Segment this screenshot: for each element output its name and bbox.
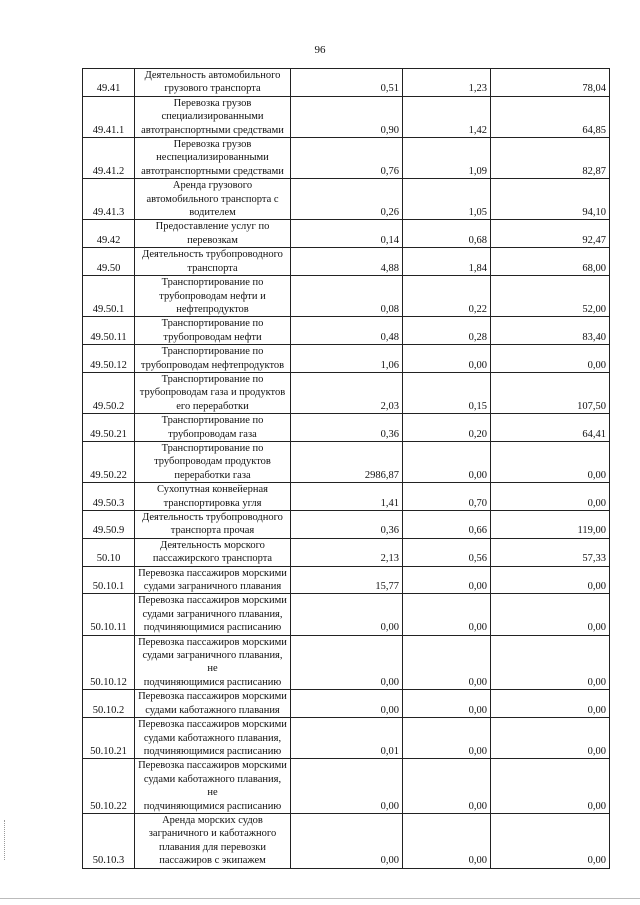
value-cell-3: 64,41 <box>491 414 610 442</box>
value-cell-2: 0,00 <box>403 635 491 690</box>
table-row <box>83 345 610 373</box>
description-line: Перевозка грузов <box>173 139 252 151</box>
activity-description <box>135 220 291 248</box>
activity-description <box>135 566 291 594</box>
value-cell-1: 0,76 <box>291 138 403 179</box>
description-line: нефтепродуктов <box>176 303 249 315</box>
description-line: Перевозка пассажиров морскими <box>138 595 287 607</box>
activity-code: 49.50 <box>83 248 135 276</box>
table-row <box>83 635 610 690</box>
description-line: неспециализированными <box>156 152 269 164</box>
value-cell-2: 0,00 <box>403 345 491 373</box>
value-cell-3: 52,00 <box>491 276 610 317</box>
value-cell-1: 0,36 <box>291 414 403 442</box>
table-row <box>83 441 610 482</box>
description-line: пассажирского транспорта <box>152 553 273 565</box>
activity-code: 49.41.3 <box>83 179 135 220</box>
table-row <box>83 69 610 97</box>
description-line: Перевозка грузов <box>173 97 252 109</box>
description-line: Транспортирование по <box>161 415 264 427</box>
description-line: Перевозка пассажиров морскими <box>138 567 287 579</box>
description-line: Деятельность трубопроводного <box>142 512 283 523</box>
activity-description <box>135 690 291 718</box>
activity-description <box>135 511 291 539</box>
table-row <box>83 813 610 868</box>
value-cell-2: 1,05 <box>403 179 491 220</box>
activity-description <box>135 813 291 868</box>
activity-description <box>135 759 291 814</box>
table-row <box>83 759 610 814</box>
description-line: судами заграничного плавания, <box>142 608 283 620</box>
activity-description <box>135 372 291 413</box>
value-cell-2: 0,22 <box>403 276 491 317</box>
description-line: Перевозка пассажиров морскими <box>138 691 287 703</box>
activity-description <box>135 594 291 635</box>
description-line: Сухопутная конвейерная <box>157 484 268 496</box>
description-line: Перевозка пассажиров морскими <box>138 760 287 772</box>
table-row <box>83 718 610 759</box>
activity-code: 49.50.11 <box>83 317 135 345</box>
value-cell-2: 0,28 <box>403 317 491 345</box>
description-line: Транспортирование по <box>161 318 264 330</box>
activity-code: 49.50.2 <box>83 372 135 413</box>
value-cell-3: 83,40 <box>491 317 610 345</box>
table-row <box>83 511 610 539</box>
value-cell-3: 82,87 <box>491 138 610 179</box>
description-line: Деятельность морского <box>160 539 265 551</box>
value-cell-1: 0,14 <box>291 220 403 248</box>
table-body <box>83 69 610 869</box>
description-line: трубопроводам нефти <box>163 331 262 343</box>
value-cell-3: 68,00 <box>491 248 610 276</box>
description-line: Аренда морских судов <box>162 814 263 826</box>
description-line: транспорта прочая <box>170 525 255 537</box>
value-cell-3: 92,47 <box>491 220 610 248</box>
description-line: подчиняющимися расписанию <box>143 745 282 757</box>
value-cell-3: 0,00 <box>491 813 610 868</box>
value-cell-3: 0,00 <box>491 718 610 759</box>
description-line: плавания для перевозки <box>159 841 266 853</box>
value-cell-1: 0,48 <box>291 317 403 345</box>
value-cell-2: 1,42 <box>403 96 491 137</box>
activity-code: 50.10.21 <box>83 718 135 759</box>
activity-code: 50.10.2 <box>83 690 135 718</box>
page-number: 96 <box>314 44 326 56</box>
activity-description <box>135 96 291 137</box>
description-line: перевозкам <box>187 234 238 246</box>
description-line: водителем <box>189 207 236 219</box>
value-cell-3: 107,50 <box>491 372 610 413</box>
description-line: Транспортирование по <box>161 346 264 358</box>
description-line: его переработки <box>176 400 249 412</box>
table-row <box>83 483 610 511</box>
table-row <box>83 594 610 635</box>
table-row <box>83 317 610 345</box>
activity-code: 49.50.21 <box>83 414 135 442</box>
table-row <box>83 566 610 594</box>
description-line: Перевозка пассажиров морскими <box>138 636 287 648</box>
value-cell-2: 0,00 <box>403 441 491 482</box>
description-line: подчиняющимися расписанию <box>143 800 282 812</box>
activity-code: 50.10.1 <box>83 566 135 594</box>
activity-code: 49.50.22 <box>83 441 135 482</box>
value-cell-3: 0,00 <box>491 759 610 814</box>
description-line: переработки газа <box>174 469 251 481</box>
description-line: судами заграничного плавания, не <box>142 650 283 675</box>
table-row <box>83 372 610 413</box>
value-cell-2: 0,68 <box>403 220 491 248</box>
value-cell-2: 0,00 <box>403 718 491 759</box>
value-cell-3: 0,00 <box>491 345 610 373</box>
activity-description <box>135 248 291 276</box>
activity-description <box>135 179 291 220</box>
description-line: судами каботажного плавания, не <box>143 773 282 799</box>
activity-code: 50.10.11 <box>83 594 135 635</box>
activity-code: 50.10.12 <box>83 635 135 690</box>
value-cell-1: 0,00 <box>291 594 403 635</box>
description-line: трубопроводам газа и продуктов <box>139 387 286 399</box>
value-cell-2: 0,00 <box>403 759 491 814</box>
description-line: Предоставление услуг по <box>155 221 270 233</box>
value-cell-1: 0,26 <box>291 179 403 220</box>
activity-description <box>135 414 291 442</box>
value-cell-1: 2,03 <box>291 372 403 413</box>
description-line: Деятельность трубопроводного <box>142 249 283 261</box>
activity-code: 49.50.1 <box>83 276 135 317</box>
value-cell-2: 0,20 <box>403 414 491 442</box>
value-cell-3: 119,00 <box>491 511 610 539</box>
value-cell-1: 1,41 <box>291 483 403 511</box>
activity-code: 49.50.3 <box>83 483 135 511</box>
activity-code: 50.10.3 <box>83 813 135 868</box>
table-row <box>83 138 610 179</box>
activity-code: 49.50.12 <box>83 345 135 373</box>
value-cell-2: 0,70 <box>403 483 491 511</box>
activity-code: 50.10.22 <box>83 759 135 814</box>
activity-code: 49.42 <box>83 220 135 248</box>
description-line: специализированными <box>161 111 264 123</box>
description-line: Аренда грузового <box>172 180 253 192</box>
description-line: трубопроводам газа <box>168 428 257 440</box>
activity-code: 49.50.9 <box>83 511 135 539</box>
activity-description <box>135 138 291 179</box>
activity-description <box>135 276 291 317</box>
description-line: судами заграничного плавания <box>143 581 282 593</box>
table-row <box>83 538 610 566</box>
activity-code: 49.41.2 <box>83 138 135 179</box>
value-cell-1: 15,77 <box>291 566 403 594</box>
value-cell-1: 0,51 <box>291 69 403 97</box>
description-line: Деятельность автомобильного <box>144 70 281 81</box>
activity-code: 49.41 <box>83 69 135 97</box>
activity-description <box>135 69 291 97</box>
margin-mark <box>4 820 6 860</box>
value-cell-1: 2986,87 <box>291 441 403 482</box>
value-cell-1: 0,00 <box>291 813 403 868</box>
value-cell-2: 0,56 <box>403 538 491 566</box>
description-line: автомобильного транспорта с <box>146 193 279 205</box>
table-row <box>83 220 610 248</box>
value-cell-3: 0,00 <box>491 566 610 594</box>
activity-description <box>135 345 291 373</box>
description-line: транспортировка угля <box>163 497 262 509</box>
description-line: судами каботажного плавания <box>145 704 280 716</box>
value-cell-1: 0,00 <box>291 635 403 690</box>
value-cell-1: 1,06 <box>291 345 403 373</box>
activity-description <box>135 483 291 511</box>
value-cell-3: 0,00 <box>491 594 610 635</box>
table-row <box>83 276 610 317</box>
activity-description <box>135 441 291 482</box>
description-line: подчиняющимися расписанию <box>143 622 282 634</box>
value-cell-1: 0,08 <box>291 276 403 317</box>
value-cell-1: 0,00 <box>291 690 403 718</box>
value-cell-2: 0,00 <box>403 566 491 594</box>
table-row <box>83 690 610 718</box>
value-cell-3: 0,00 <box>491 441 610 482</box>
value-cell-2: 0,00 <box>403 690 491 718</box>
description-line: Транспортирование по <box>161 277 264 289</box>
value-cell-3: 57,33 <box>491 538 610 566</box>
description-line: заграничного и каботажного <box>148 828 277 840</box>
table-row <box>83 248 610 276</box>
description-line: автотранспортными средствами <box>141 124 284 136</box>
activity-description <box>135 718 291 759</box>
activity-code: 49.41.1 <box>83 96 135 137</box>
page-bottom-edge <box>0 898 640 899</box>
value-cell-1: 4,88 <box>291 248 403 276</box>
value-cell-1: 0,90 <box>291 96 403 137</box>
table-row <box>83 96 610 137</box>
activity-description <box>135 538 291 566</box>
value-cell-3: 0,00 <box>491 635 610 690</box>
value-cell-2: 1,09 <box>403 138 491 179</box>
activity-description <box>135 317 291 345</box>
value-cell-3: 0,00 <box>491 690 610 718</box>
value-cell-1: 0,01 <box>291 718 403 759</box>
description-line: пассажиров с экипажем <box>159 855 266 867</box>
table-row <box>83 179 610 220</box>
value-cell-2: 1,84 <box>403 248 491 276</box>
value-cell-3: 0,00 <box>491 483 610 511</box>
data-table <box>82 68 610 869</box>
description-line: транспорта <box>187 262 238 274</box>
description-line: трубопроводам нефти и <box>159 290 266 302</box>
value-cell-3: 78,04 <box>491 69 610 97</box>
value-cell-1: 0,36 <box>291 511 403 539</box>
value-cell-1: 0,00 <box>291 759 403 814</box>
value-cell-2: 0,00 <box>403 813 491 868</box>
description-line: Транспортирование по <box>161 373 264 385</box>
activity-description <box>135 635 291 690</box>
value-cell-2: 1,23 <box>403 69 491 97</box>
value-cell-3: 94,10 <box>491 179 610 220</box>
description-line: автотранспортными средствами <box>141 165 284 177</box>
description-line: Транспортирование по <box>161 442 264 454</box>
description-line: трубопроводам продуктов <box>154 456 271 468</box>
value-cell-2: 0,00 <box>403 594 491 635</box>
description-line: подчиняющимися расписанию <box>143 676 282 688</box>
value-cell-2: 0,66 <box>403 511 491 539</box>
description-line: трубопроводам нефтепродуктов <box>140 359 285 371</box>
value-cell-3: 64,85 <box>491 96 610 137</box>
activity-code: 50.10 <box>83 538 135 566</box>
description-line: грузового транспорта <box>164 83 261 95</box>
description-line: Перевозка пассажиров морскими <box>138 719 287 731</box>
value-cell-2: 0,15 <box>403 372 491 413</box>
value-cell-1: 2,13 <box>291 538 403 566</box>
description-line: судами каботажного плавания, <box>143 732 282 744</box>
table-row <box>83 414 610 442</box>
